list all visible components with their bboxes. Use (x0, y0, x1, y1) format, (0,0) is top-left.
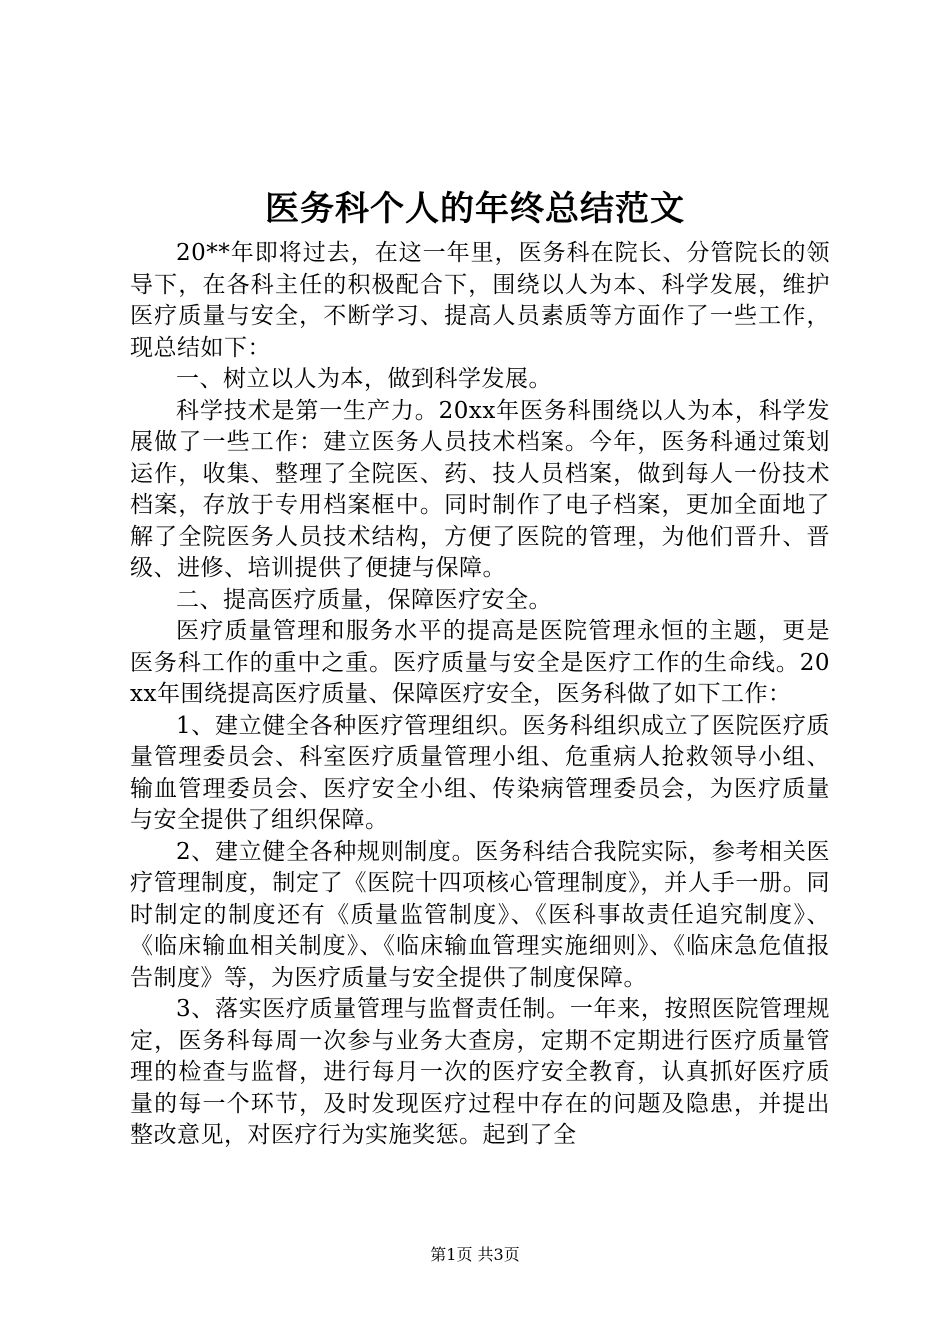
paragraph-section-2: 医疗质量管理和服务水平的提高是医院管理永恒的主题，更是医务科工作的重中之重。医疗质量与安全是医疗工作的生命线。20xx年围绕提高医疗质量、保障医疗安全，医务科做了如下工作： (130, 618, 830, 707)
paragraph-section-1: 科学技术是第一生产力。20xx年医务科围绕以人为本，科学发展做了一些工作：建立医务人员技术档案。今年，医务科通过策划运作，收集、整理了全院医、药、技人员档案，做到每人一份技术档案，存放于专用档案框中。同时制作了电子档案，更加全面地了解了全院医务人员技术结构，方便了医院的管理，为他们晋升、晋级、进修、培训提供了便捷与保障。 (130, 397, 830, 581)
document-body (130, 238, 830, 1152)
document-title: 医务科个人的年终总结范文 (265, 189, 685, 229)
section-heading-2: 二、提高医疗质量，保障医疗安全。 (176, 586, 552, 613)
paragraph-item-1: 1、建立健全各种医疗管理组织。医务科组织成立了医院医疗质量管理委员会、科室医疗质量管理小组、危重病人抢救领导小组、输血管理委员会、医疗安全小组、传染病管理委员会，为医疗质量与安全提供了组织保障。 (130, 712, 830, 833)
paragraph-intro: 20**年即将过去，在这一年里，医务科在院长、分管院长的领导下，在各科主任的积极配合下，围绕以人为本、科学发展，维护医疗质量与安全，不断学习、提高人员素质等方面作了一些工作，现总结如下： (130, 240, 830, 361)
paragraph-item-3: 3、落实医疗质量管理与监督责任制。一年来，按照医院管理规定，医务科每周一次参与业务大查房，定期不定期进行医疗质量管理的检查与监督，进行每月一次的医疗安全教育，认真抓好医疗质量的每一个环节，及时发现医疗过程中存在的问题及隐患，并提出整改意见，对医疗行为实施奖惩。起到了全 (130, 996, 830, 1148)
section-heading-1: 一、树立以人为本，做到科学发展。 (176, 366, 552, 392)
page-total: 共3页 (477, 1245, 520, 1264)
paragraph-item-2: 2、建立健全各种规则制度。医务科结合我院实际，参考相关医疗管理制度，制定了《医院十四项核心管理制度》，并人手一册。同时制定的制度还有《质量监管制度》、《医科事故责任追究制度》、《临床输血相关制度》、《临床输血管理实施细则》、《临床急危值报告制度》等，为医疗质量与安全提供了制度保障。 (130, 838, 830, 991)
page-footer (0, 1244, 950, 1266)
page-number: 第1页 (430, 1245, 473, 1264)
